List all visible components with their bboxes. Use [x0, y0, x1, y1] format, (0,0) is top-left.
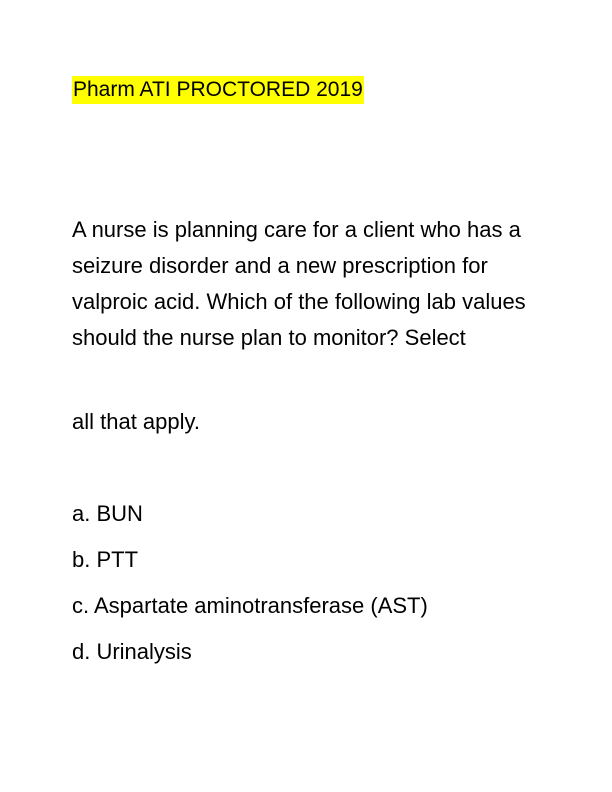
- option-d: d. Urinalysis: [72, 639, 192, 664]
- document-title: Pharm ATI PROCTORED 2019: [72, 76, 364, 104]
- question-text: A nurse is planning care for a client who has a seizure disorder and a new prescription for valproic acid. Which of the following lab values should the nurse plan to monitor? Select: [72, 217, 526, 350]
- answer-options: [72, 496, 428, 680]
- option-a: a. BUN: [72, 501, 143, 526]
- option-c: c. Aspartate aminotransferase (AST): [72, 593, 428, 618]
- question-instruction: all that apply.: [72, 409, 201, 434]
- option-b: b. PTT: [72, 547, 139, 572]
